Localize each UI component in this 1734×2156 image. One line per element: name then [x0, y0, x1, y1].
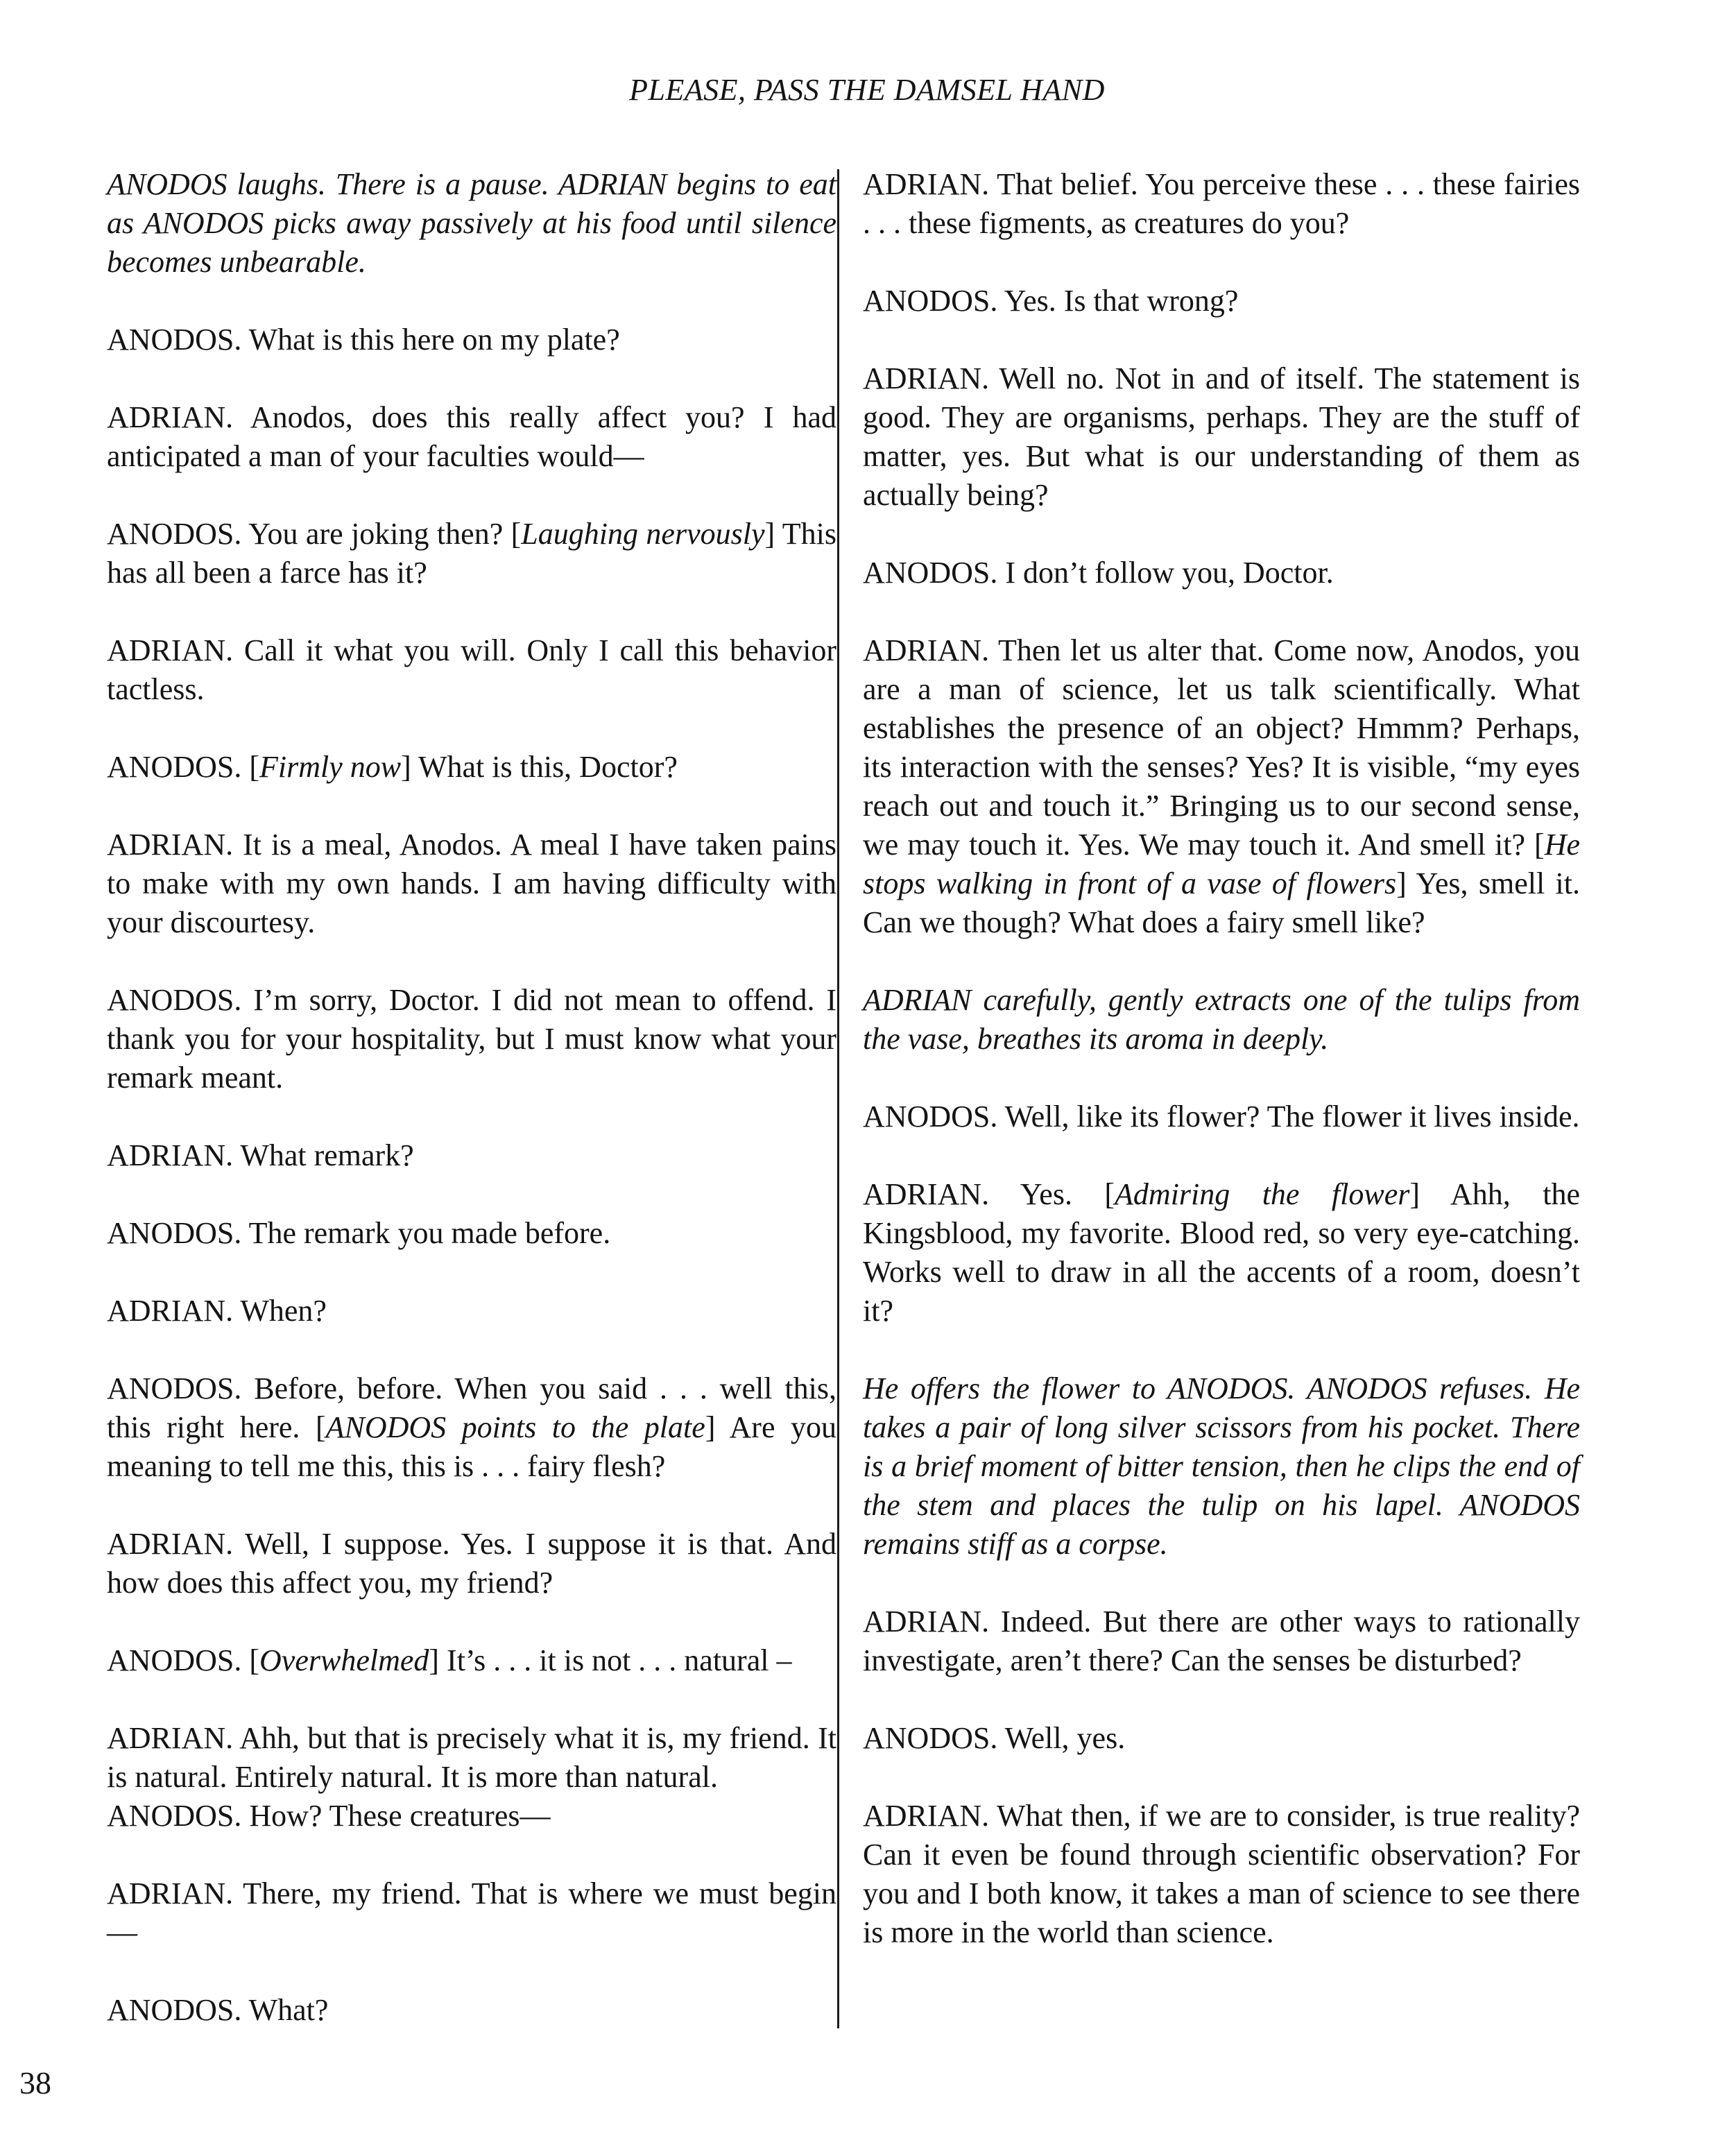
right-column [863, 165, 1580, 1991]
dialogue-text: ] It’s . . . it is not . . . natural – [429, 1643, 792, 1677]
dialogue-line [863, 282, 1580, 320]
running-header: PLEASE, PASS THE DAMSEL HAND [629, 73, 1105, 107]
inline-direction: Firmly now [259, 750, 402, 784]
dialogue-line [863, 1719, 1580, 1758]
dialogue-line [107, 1369, 836, 1486]
dialogue-line [107, 320, 836, 359]
speaker-name: ANODOS. [107, 983, 242, 1017]
dialogue-line [107, 1136, 836, 1175]
dialogue-text: Before, before. When you said . . . well this, this right here. [ [107, 1371, 836, 1444]
speaker-name: ADRIAN. [107, 1721, 234, 1755]
dialogue-line [863, 1097, 1580, 1136]
dialogue-text: Ahh, but that is precisely what it is, my friend. It is natural. Entirely natural. It is more than natural. [107, 1721, 836, 1794]
dialogue-line [107, 1641, 836, 1680]
dialogue-line [107, 515, 836, 592]
dialogue-text: There, my friend. That is where we must begin— [107, 1876, 836, 1949]
dialogue-text: ] This has all been a farce has it? [107, 517, 836, 590]
dialogue-text: Then let us alter that. Come now, Anodos, you are a man of science, let us talk scientifically. What establishes the presence of an object? Hmmm? Perhaps, its interaction with the senses? Yes? It is visible, “my eyes reach out and touch it.” Bringing us to our second sense, we may touch it. Yes. We may touch it. And smell it? [ [863, 633, 1580, 862]
dialogue-text: Well, I suppose. Yes. I suppose it is that. And how does this affect you, my friend? [107, 1527, 836, 1600]
dialogue-text: Yes. [ [989, 1177, 1115, 1211]
dialogue-text: How? These creatures— [241, 1799, 551, 1833]
speaker-name: ANODOS. [107, 1216, 242, 1250]
dialogue-text: Well no. Not in and of itself. The statement is good. They are organisms, perhaps. They are the stuff of matter, yes. But what is our understanding of them as actually being? [863, 361, 1580, 512]
inline-direction: Laughing nervously [521, 517, 765, 551]
speaker-name: ANODOS. [107, 517, 242, 551]
dialogue-line [107, 398, 836, 476]
dialogue-text: ] Ahh, the Kingsblood, my favorite. Blood red, so very eye-catching. Works well to draw in all the accents of a room, doesn’t it? [863, 1177, 1580, 1328]
dialogue-line [863, 554, 1580, 592]
speaker-name: ADRIAN. [863, 1799, 990, 1833]
speaker-name: ANODOS. [107, 1643, 242, 1677]
dialogue-text: What remark? [233, 1138, 414, 1172]
speaker-name: ANODOS. [863, 284, 998, 318]
dialogue-text: I’m sorry, Doctor. I did not mean to offend. I thank you for your hospitality, but I must know what your remark meant. [107, 983, 836, 1095]
dialogue-text: ] Yes, smell it. Can we though? What does a fairy smell like? [863, 866, 1580, 939]
dialogue-line [863, 165, 1580, 243]
dialogue-text: When? [233, 1294, 327, 1328]
dialogue-text: ] What is this, Doctor? [401, 750, 678, 784]
dialogue-text: Call it what you will. Only I call this behavior tactless. [107, 633, 836, 706]
dialogue-text: That belief. You perceive these . . . these fairies . . . these figments, as creatures do you? [863, 167, 1580, 240]
dialogue-text: Well, like its flower? The flower it lives inside. [997, 1100, 1580, 1133]
dialogue-line [863, 1797, 1580, 1952]
column-divider [837, 169, 839, 2028]
dialogue-line [107, 825, 836, 942]
dialogue-line [107, 748, 836, 787]
dialogue-text: What then, if we are to consider, is true reality? Can it even be found through scientific observation? For you and I both know, it takes a man of science to see there is more in the world than science. [863, 1799, 1580, 1949]
dialogue-line [107, 1719, 836, 1836]
dialogue-line [863, 1602, 1580, 1680]
dialogue-line [107, 981, 836, 1097]
inline-direction: He stops walking in front of a vase of flowers [863, 828, 1580, 900]
speaker-name: ADRIAN. [107, 1294, 234, 1328]
speaker-name: ANODOS. [107, 1371, 242, 1405]
speaker-name: ANODOS. [863, 556, 998, 590]
dialogue-text: What? [241, 1993, 329, 2027]
speaker-name: ADRIAN. [107, 633, 234, 667]
speaker-name: ADRIAN. [863, 633, 990, 667]
dialogue-line [107, 631, 836, 709]
dialogue-text: Yes. Is that wrong? [997, 284, 1239, 318]
speaker-name: ANODOS. [863, 1100, 998, 1133]
left-column [107, 165, 836, 2069]
inline-direction: Overwhelmed [259, 1643, 429, 1677]
speaker-name: ADRIAN. [107, 400, 234, 434]
dialogue-text: I don’t follow you, Doctor. [997, 556, 1334, 590]
speaker-name: ANODOS. [107, 1993, 242, 2027]
dialogue-line [107, 1874, 836, 1952]
dialogue-text: [ [241, 750, 260, 784]
speaker-name: ADRIAN. [863, 1177, 990, 1211]
speaker-name: ADRIAN. [107, 828, 234, 862]
speaker-name: ADRIAN. [107, 1138, 234, 1172]
stage-direction: He offers the flower to ANODOS. ANODOS refuses. He takes a pair of long silver scissors from his pocket. There is a brief moment of bitter tension, then he clips the end of the stem and places the tulip on his lapel. ANODOS remains stiff as a corpse. [863, 1371, 1580, 1561]
dialogue-line [863, 359, 1580, 515]
speaker-name: ADRIAN. [863, 1605, 990, 1639]
speaker-name: ANODOS. [863, 1721, 998, 1755]
dialogue-line [107, 1991, 836, 2030]
stage-direction: ANODOS laughs. There is a pause. ADRIAN begins to eat as ANODOS picks away passively at his food until silence becomes unbearable. [107, 167, 836, 279]
dialogue-text: Well, yes. [997, 1721, 1126, 1755]
speaker-name: ADRIAN. [863, 167, 990, 201]
stage-direction: ADRIAN carefully, gently extracts one of the tulips from the vase, breathes its aroma in deeply. [863, 983, 1580, 1056]
dialogue-text: [ [241, 1643, 260, 1677]
dialogue-text: What is this here on my plate? [241, 323, 620, 357]
inline-direction: ANODOS points to the plate [325, 1410, 705, 1444]
dialogue-text: It is a meal, Anodos. A meal I have taken pains to make with my own hands. I am having difficulty with your discourtesy. [107, 828, 836, 939]
dialogue-text: You are joking then? [ [241, 517, 522, 551]
speaker-name: ADRIAN. [107, 1876, 234, 1910]
dialogue-line [863, 1175, 1580, 1331]
dialogue-line [107, 1292, 836, 1331]
dialogue-text: Anodos, does this really affect you? I had anticipated a man of your faculties would— [107, 400, 836, 473]
dialogue-line [107, 1525, 836, 1602]
dialogue-line [107, 1214, 836, 1253]
dialogue-text: Indeed. But there are other ways to rationally investigate, aren’t there? Can the senses be disturbed? [863, 1605, 1580, 1677]
dialogue-text: ] Are you meaning to tell me this, this is . . . fairy flesh? [107, 1410, 837, 1483]
dialogue-line [863, 631, 1580, 942]
speaker-name: ADRIAN. [107, 1527, 234, 1561]
inline-direction: Admiring the flower [1115, 1177, 1410, 1211]
speaker-name: ADRIAN. [863, 361, 990, 395]
dialogue-text: The remark you made before. [241, 1216, 611, 1250]
page-number: 38 [19, 2065, 51, 2101]
speaker-name: ANODOS. [107, 323, 242, 357]
speaker-name: ANODOS. [107, 750, 242, 784]
speaker-name: ANODOS. [107, 1799, 242, 1833]
